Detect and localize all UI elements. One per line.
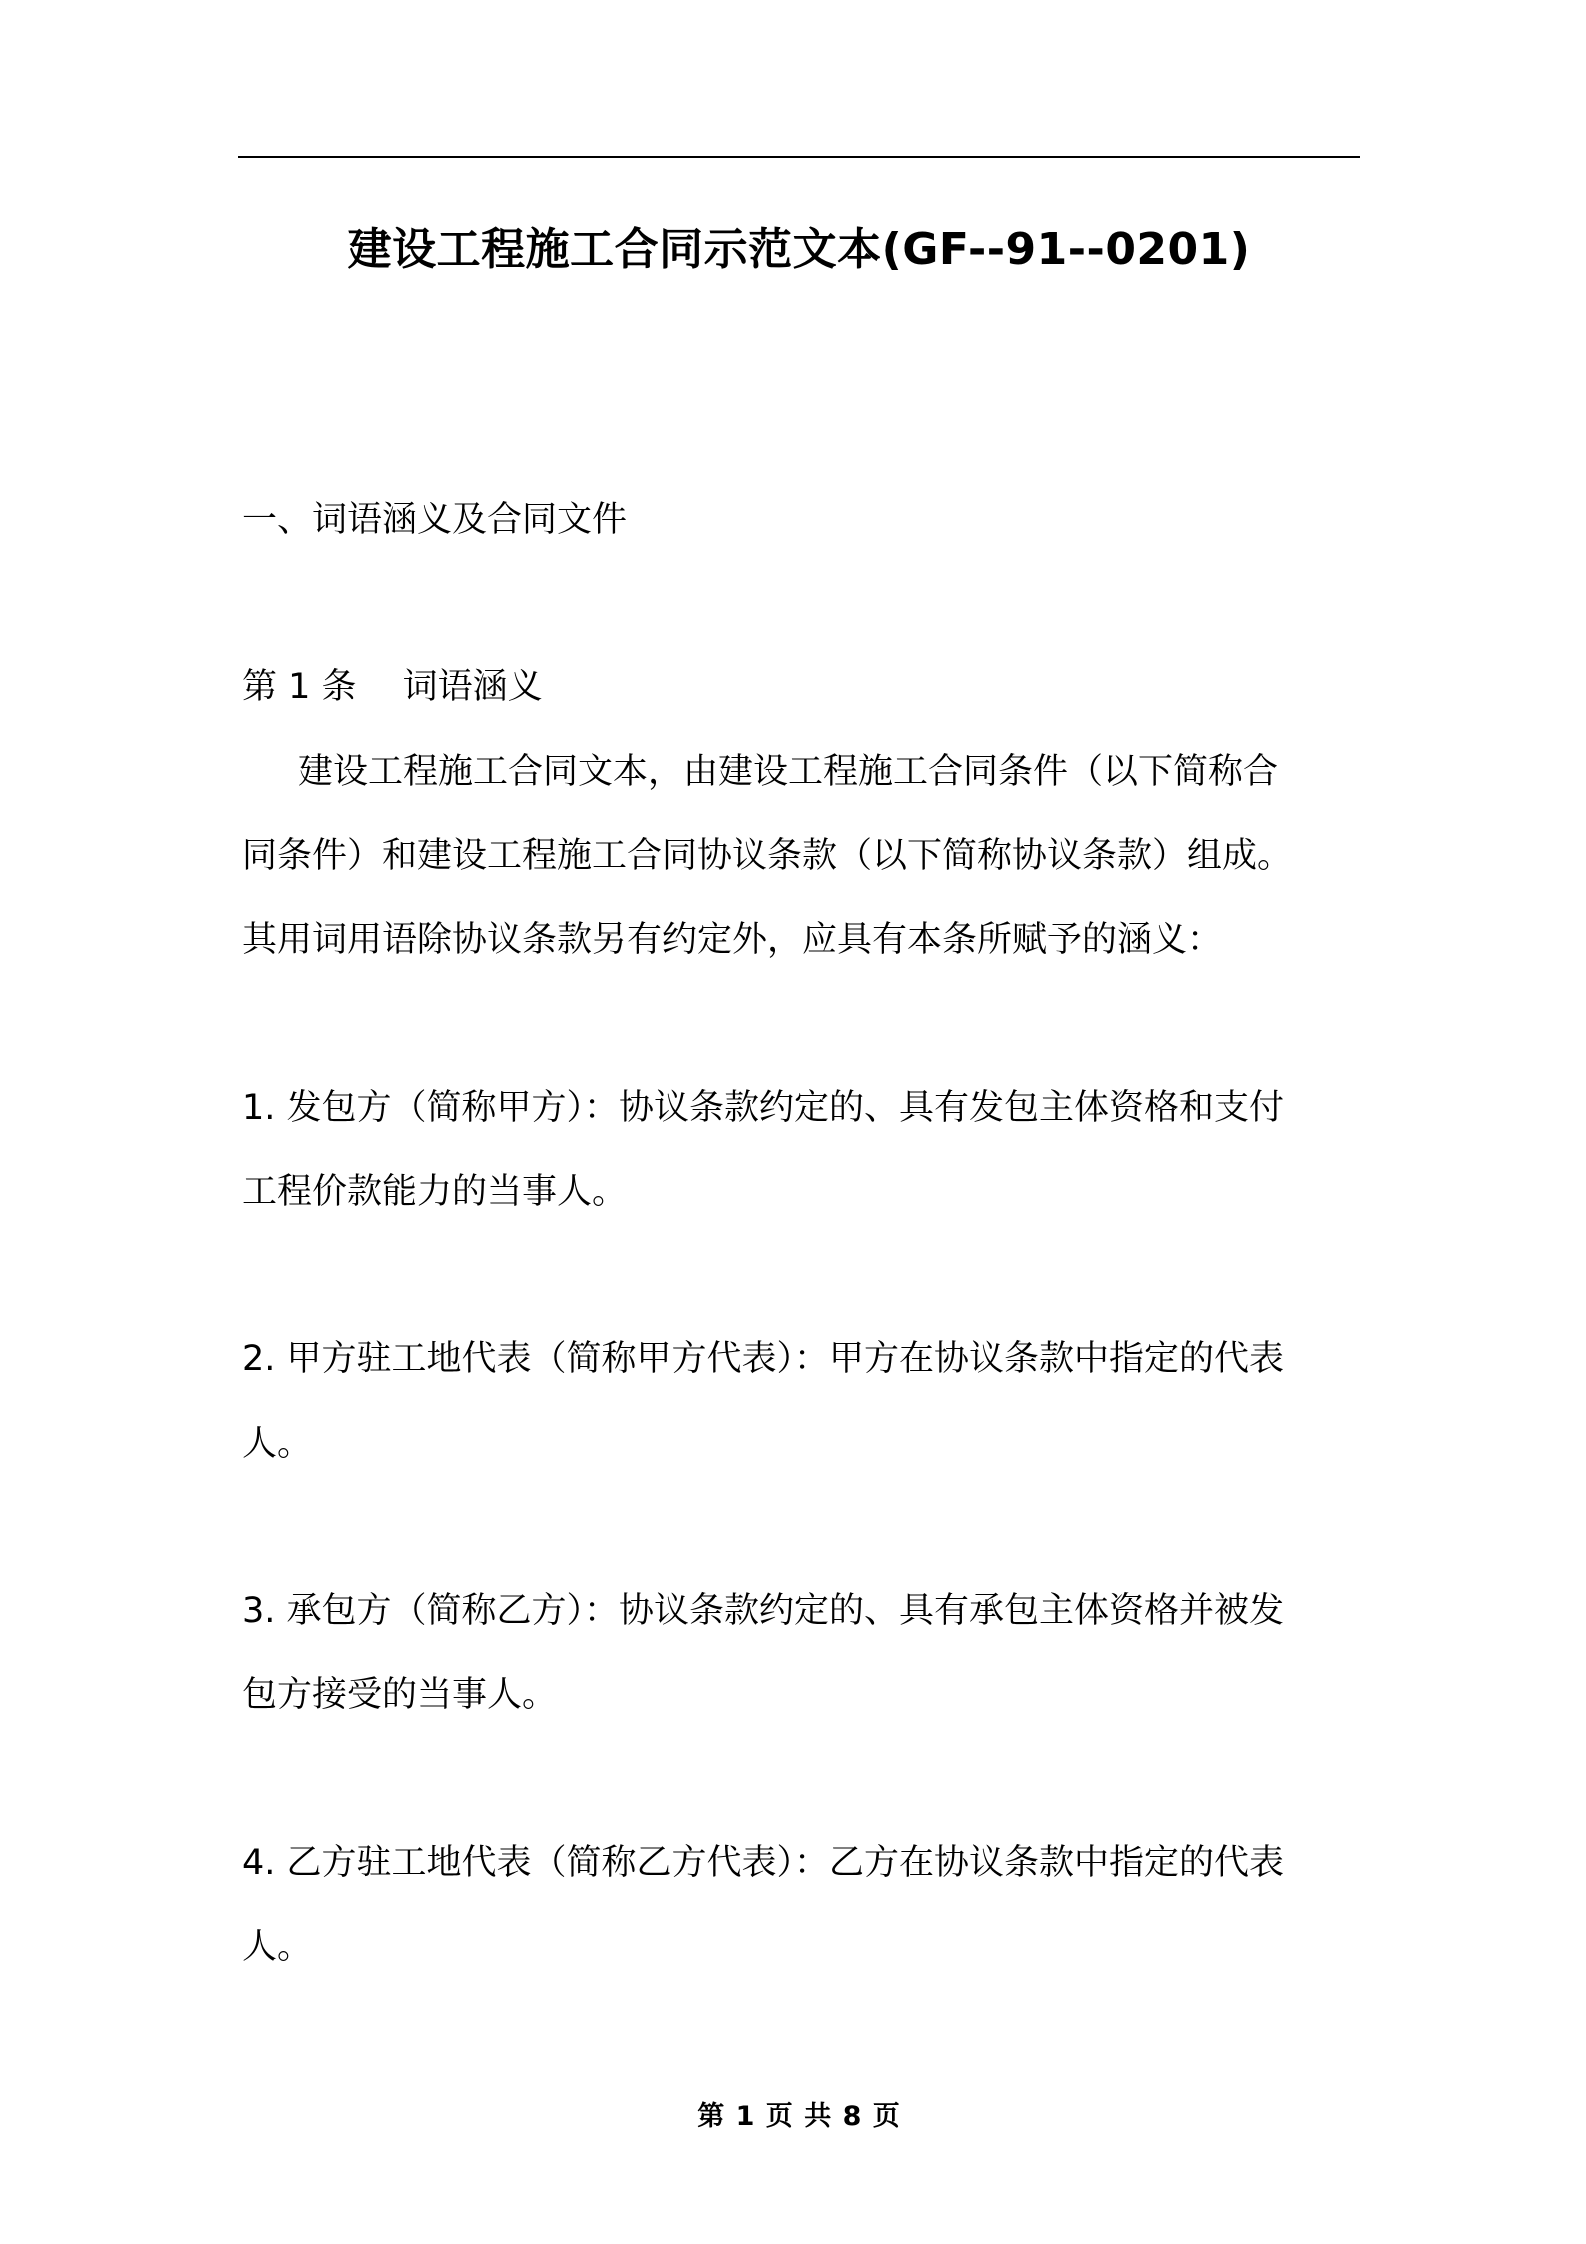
definition-4-line: 人。 <box>242 1927 313 1967</box>
document-title: 建设工程施工合同示范文本(GF--91--0201) <box>347 224 1251 275</box>
definition-2-line: 人。 <box>242 1424 313 1464</box>
definition-3-line: 3. 承包方（简称乙方）：协议条款约定的、具有承包主体资格并被发 <box>242 1591 1285 1631</box>
page-number: 第 1 页 共 8 页 <box>697 2101 901 2132</box>
header-rule <box>238 156 1360 158</box>
definition-2-line: 2. 甲方驻工地代表（简称甲方代表）：甲方在协议条款中指定的代表 <box>242 1339 1285 1379</box>
intro-line: 其用词用语除协议条款另有约定外，应具有本条所赋予的涵义： <box>242 920 1223 960</box>
section-heading: 一、词语涵义及合同文件 <box>242 500 628 540</box>
intro-line: 建设工程施工合同文本，由建设工程施工合同条件（以下简称合 <box>298 752 1279 792</box>
definition-4-line: 4. 乙方驻工地代表（简称乙方代表）：乙方在协议条款中指定的代表 <box>242 1843 1285 1883</box>
intro-line: 同条件）和建设工程施工合同协议条款（以下简称协议条款）组成。 <box>242 836 1293 876</box>
article-heading: 第 1 条 词语涵义 <box>242 667 543 707</box>
definition-1-line: 1. 发包方（简称甲方）：协议条款约定的、具有发包主体资格和支付 <box>242 1088 1285 1128</box>
definition-3-line: 包方接受的当事人。 <box>242 1675 558 1715</box>
definition-1-line: 工程价款能力的当事人。 <box>242 1172 628 1212</box>
